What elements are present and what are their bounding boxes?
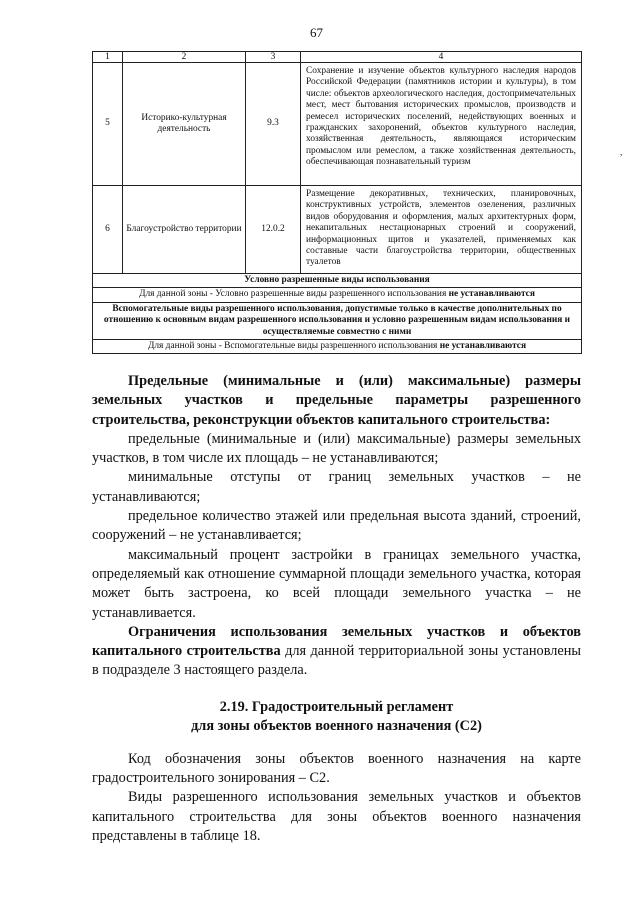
- conditional-uses-title-row: [93, 274, 582, 288]
- paragraph: максимальный процент застройки в границах земельного участка, определяемый как отношение суммарной площади земельного участка, которая может быть застроена, ко всей площади земельного участка – не устанавливается.: [92, 546, 581, 621]
- land-use-table: [92, 51, 582, 354]
- restrictions-bold: Ограничения использования земельных участков и объектов капитального строительства: [92, 623, 581, 660]
- section-title-line: 2.19. Градостроительный регламент: [219, 698, 454, 715]
- header-cell: 3: [246, 52, 301, 63]
- header-cell: 2: [123, 52, 246, 63]
- paragraph: Виды разрешенного использования земельных участков и объектов капитального строительства для зоны объектов военного назначения представлены в таблице 18.: [92, 789, 581, 844]
- use-type-code: 12.0.2: [246, 186, 301, 274]
- restrictions-rest: для данной территориальной зоны установлены в подразделе 3 настоящего раздела.: [92, 643, 581, 679]
- table-header-row: [93, 52, 582, 63]
- paragraph: минимальные отступы от границ земельных участков – не устанавливаются;: [92, 469, 581, 505]
- note-text: Для данной зоны - Условно разрешенные виды разрешенного использования: [139, 289, 449, 300]
- row-number: 5: [93, 63, 123, 186]
- auxiliary-uses-title-row: [93, 302, 582, 339]
- use-type-description: Размещение декоративных, технических, планировочных, конструктивных устройств, элементов озеленения, различных видов оборудования и оформления, малых архитектурных форм, некапитальных нестационарных строений и сооружений, информационных щитов и указателей, применяемых как составные части благоустройства территории, общественных туалетов: [301, 186, 582, 274]
- limits-heading: Предельные (минимальные и (или) максимальные) размеры земельных участков и предельные параметры разрешенного строительства, реконструкции объектов капитального строительства:: [92, 373, 581, 428]
- note-text: Для данной зоны - Вспомогательные виды разрешенного использования: [147, 341, 440, 352]
- note-bold: не устанавливаются: [439, 341, 527, 352]
- note-bold: не устанавливаются: [448, 289, 535, 300]
- auxiliary-uses-note-row: [93, 340, 582, 354]
- paragraph: предельные (минимальные и (или) максимальные) размеры земельных участков, в том числе их площадь – не устанавливаются;: [92, 430, 581, 467]
- use-type-code: 9.3: [246, 63, 301, 186]
- header-cell: 4: [301, 52, 582, 63]
- auxiliary-uses-title: Вспомогательные виды разрешенного использования, допустимые только в качестве дополнительных по отношению к основным видам разрешенного использования и условно разрешенным видам использования и осуществляемые совместно с ними: [93, 302, 582, 339]
- row-number: 6: [93, 186, 123, 274]
- use-type-name: Историко-культурная деятельность: [123, 63, 246, 186]
- paragraph: предельное количество этажей или предельная высота зданий, строений, сооружений – не устанавливается;: [92, 508, 581, 544]
- document-body: [92, 372, 581, 846]
- section-title: [92, 698, 581, 737]
- restrictions-paragraph: [92, 623, 581, 681]
- page-number: 67: [310, 25, 323, 40]
- header-cell: 1: [93, 52, 123, 63]
- table-row: [93, 186, 582, 274]
- use-type-description: Сохранение и изучение объектов культурного наследия народов Российской Федерации (памятников истории и культуры), в том числе: объектов археологического наследия, достопримечательных мест, мест бытования исторических промыслов, производств и ремесел исторических поселений, недействующих военных и гражданских захоронений, объектов культурного наследия, хозяйственная деятельность, являющаяся историческим промыслом или ремеслом, а также хозяйственная деятельность, обеспечивающая познавательный туризм: [301, 63, 582, 186]
- margin-mark: ,: [620, 147, 623, 157]
- section-title-line: для зоны объектов военного назначения (С2): [191, 718, 482, 735]
- paragraph: Код обозначения зоны объектов военного назначения на карте градостроительного зонирования – С2.: [92, 750, 581, 787]
- conditional-uses-note-row: [93, 288, 582, 302]
- use-type-name: Благоустройство территории: [123, 186, 246, 274]
- conditional-uses-note: [93, 288, 582, 302]
- table-row: [93, 63, 582, 186]
- conditional-uses-title: Условно разрешенные виды использования: [93, 274, 582, 288]
- auxiliary-uses-note: [93, 340, 582, 354]
